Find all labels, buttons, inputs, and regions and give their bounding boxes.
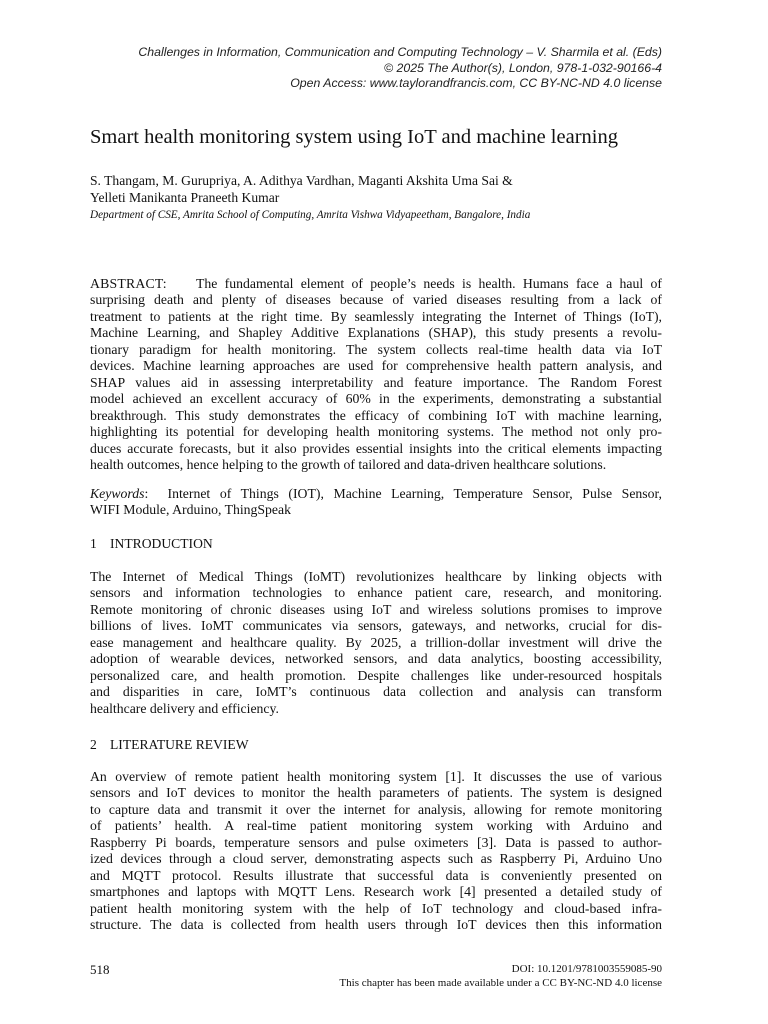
abstract-label: ABSTRACT: xyxy=(90,276,167,291)
introduction-body xyxy=(90,569,662,717)
footer-license: This chapter has been made available under a CC BY-NC-ND 4.0 license xyxy=(339,977,662,989)
running-header xyxy=(138,45,662,92)
body-line: personalized care, and health promotion. Despite challenges like under-resourced hospitals xyxy=(90,667,662,683)
header-license-line: Open Access: www.taylorandfrancis.com, CC BY-NC-ND 4.0 license xyxy=(290,76,662,90)
abstract-line: SHAP values aid in assessing interpretability and feature importance. The Random Forest xyxy=(90,374,662,390)
body-line: ease management and healthcare quality. By 2025, a trillion-dollar investment will drive the xyxy=(90,634,662,650)
abstract-line: highlighting its potential for developing health monitoring systems. The method not only pro- xyxy=(90,424,662,440)
body-line: sensors and IoT devices to monitor the health parameters of patients. The system is designed xyxy=(90,785,662,801)
abstract-line: surprising death and plenty of diseases because of varied diseases resulting from a lack of xyxy=(90,292,662,308)
abstract-line: tionary paradigm for health monitoring. The system collects real-time health data via IoT xyxy=(90,341,662,357)
body-line: of patients’ health. A real-time patient monitoring system working with Arduino and xyxy=(90,818,662,834)
header-book-line: Challenges in Information, Communication and Computing Technology – V. Sharmila et al. (Eds) xyxy=(138,45,662,59)
body-line: healthcare delivery and efficiency. xyxy=(90,700,279,716)
abstract-line: devices. Machine learning approaches are used for comprehensive health pattern analysis, and xyxy=(90,358,662,374)
section-number: 2 xyxy=(90,737,97,752)
paper-title: Smart health monitoring system using IoT and machine learning xyxy=(90,126,618,148)
keywords xyxy=(90,486,662,519)
abstract xyxy=(90,276,662,473)
keywords-line: WIFI Module, Arduino, ThingSpeak xyxy=(90,502,292,518)
body-line: patient health monitoring system with the help of IoT technology and cloud-based infra- xyxy=(90,900,662,916)
keywords-line xyxy=(90,486,662,502)
abstract-line: treatment to patients at the right time. By seamlessly integrating the Internet of Things (IoT), xyxy=(90,308,662,324)
abstract-line: duces accurate forecasts, but it also provides essential insights into the critical elements impacting xyxy=(90,440,662,456)
body-line: structure. The data is collected from health users through IoT devices then this information xyxy=(90,917,662,933)
body-line: adoption of wearable devices, networked sensors, and data analytics, boosting accessibility, xyxy=(90,651,662,667)
author-list xyxy=(90,172,513,206)
abstract-line xyxy=(90,276,662,292)
body-line: to capture data and transmit it over the internet for analysis, allowing for remote monitoring xyxy=(90,801,662,817)
header-copyright-line: © 2025 The Author(s), London, 978-1-032-90166-4 xyxy=(384,60,662,75)
literature-review-body xyxy=(90,769,662,934)
body-line: sensors and information technologies to enhance patient care, research, and monitoring. xyxy=(90,585,662,601)
authors-line-1: S. Thangam, M. Gurupriya, A. Adithya Vardhan, Maganti Akshita Uma Sai & xyxy=(90,173,513,188)
footer-doi: DOI: 10.1201/9781003559085-90 xyxy=(511,963,662,975)
affiliation: Department of CSE, Amrita School of Computing, Amrita Vishwa Vidyapeetham, Bangalore, India xyxy=(90,209,531,221)
body-line: Remote monitoring of chronic diseases using IoT and wireless solutions promises to improve xyxy=(90,601,662,617)
section-title: INTRODUCTION xyxy=(110,536,213,551)
abstract-line: model achieved an excellent accuracy of 60% in the experiments, demonstrating a substantial xyxy=(90,391,662,407)
body-line: ized devices through a cloud server, demonstrating aspects such as Raspberry Pi, Arduino Uno xyxy=(90,851,662,867)
body-line: An overview of remote patient health monitoring system [1]. It discusses the use of various xyxy=(90,769,662,784)
abstract-line: health outcomes, hence helping to the growth of tailored and data-driven healthcare solutions. xyxy=(90,456,607,472)
body-line: Raspberry Pi boards, temperature sensors and pulse oximeters [3]. Data is passed to author- xyxy=(90,834,662,850)
body-line: The Internet of Medical Things (IoMT) revolutionizes healthcare by linking objects with xyxy=(90,569,662,584)
body-line: and MQTT protocol. Results illustrate that successful data is conveniently presented on xyxy=(90,867,662,883)
footer-info xyxy=(339,962,662,990)
page-number: 518 xyxy=(90,962,110,977)
keywords-label: Keywords xyxy=(90,486,145,501)
authors-line-2: Yelleti Manikanta Praneeth Kumar xyxy=(90,190,280,205)
section-heading-introduction xyxy=(90,536,213,552)
section-title: LITERATURE REVIEW xyxy=(110,737,249,752)
keywords-text: Internet of Things (IOT), Machine Learning, Temperature Sensor, Pulse Sensor, xyxy=(167,486,662,501)
abstract-line: breakthrough. This study demonstrates the efficacy of combining IoT with machine learning, xyxy=(90,407,662,423)
section-heading-literature-review xyxy=(90,737,249,753)
keywords-colon: : xyxy=(144,486,149,501)
body-line: billions of lives. IoMT communicates via sensors, gateways, and networks, crucial for dis- xyxy=(90,618,662,634)
body-line: smartphones and laptops with MQTT Lens. Research work [4] presented a detailed study of xyxy=(90,884,662,900)
body-line: and disparities in care, IoMT’s continuous data collection and analysis can transform xyxy=(90,684,662,700)
abstract-line-text: The fundamental element of people’s needs is health. Humans face a haul of xyxy=(195,276,662,291)
abstract-line: Machine Learning, and Shapley Additive Explanations (SHAP), this study presents a revolu- xyxy=(90,325,662,341)
section-number: 1 xyxy=(90,536,97,551)
